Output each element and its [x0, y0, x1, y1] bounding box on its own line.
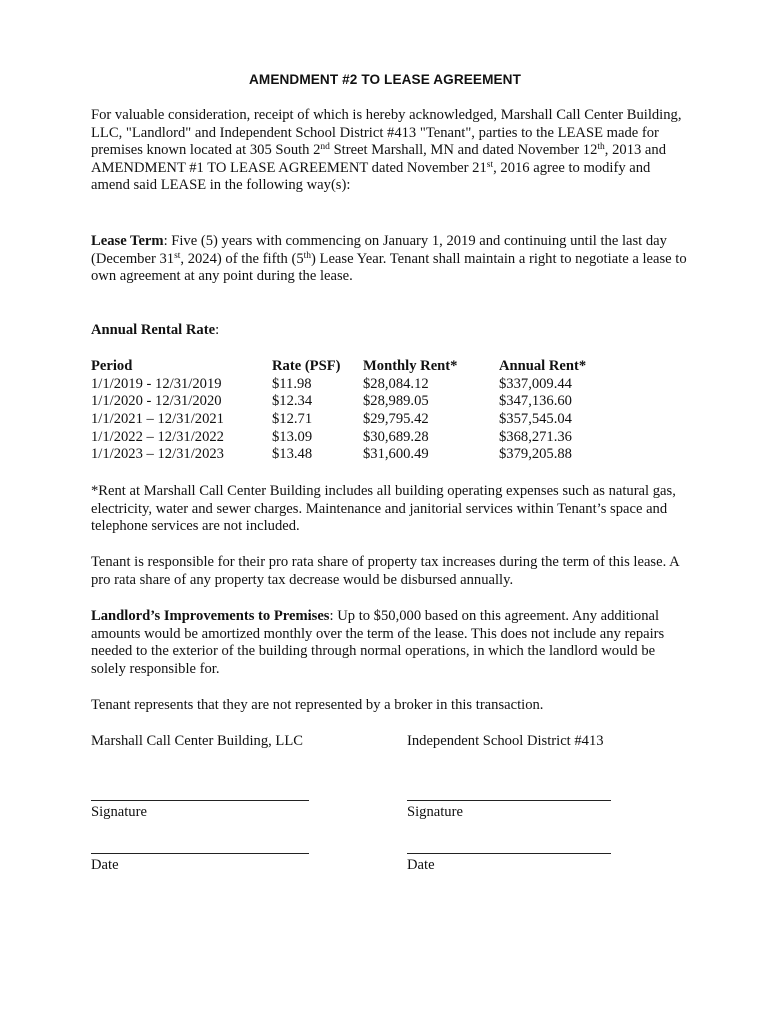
intro-text-1: For valuable consideration, receipt of which is hereby acknowledged, Marshall Call Center Building, LLC, "Landlord" and Independent School District #413 "Tenant", parties to the LEASE made for premises known located at 305 South 2 — [91, 107, 682, 159]
cell-monthly-rent: $28,989.05 — [363, 393, 429, 410]
rental-rate-colon: : — [215, 322, 220, 338]
cell-rate: $12.34 — [272, 393, 313, 410]
rental-rate-heading — [91, 322, 691, 340]
table-row — [91, 446, 651, 464]
document-title: AMENDMENT #2 TO LEASE AGREEMENT — [249, 72, 521, 87]
landlord-signature-label: Signature — [91, 804, 147, 820]
table-row — [91, 411, 651, 429]
cell-monthly-rent: $29,795.42 — [363, 411, 429, 428]
header-monthly-rent: Monthly Rent* — [363, 358, 458, 374]
landlord-date-label: Date — [91, 857, 119, 873]
cell-monthly-rent: $30,689.28 — [363, 428, 429, 445]
tenant-signature-line[interactable] — [407, 800, 611, 801]
improvements-label: Landlord’s Improvements to Premises — [91, 608, 330, 624]
intro-text-4: , 2016 agree to modify and amend said LEASE in the following way(s): — [91, 159, 651, 194]
header-period: Period — [91, 358, 133, 374]
table-row — [91, 429, 651, 447]
intro-sup-2: th — [597, 142, 605, 153]
tenant-party-name: Independent School District #413 — [407, 733, 604, 749]
tenant-date-line[interactable] — [407, 853, 611, 854]
cell-annual-rent: $379,205.88 — [499, 446, 572, 463]
lease-term-text-1: : Five (5) years with commencing on January 1, 2019 and continuing until the last day (December 31 — [91, 233, 667, 267]
rental-table-header — [91, 358, 651, 376]
cell-period: 1/1/2021 – 12/31/2021 — [91, 411, 224, 428]
rental-rate-label: Annual Rental Rate — [91, 322, 216, 338]
table-row — [91, 376, 651, 394]
cell-rate: $13.48 — [272, 446, 313, 463]
cell-rate: $12.71 — [272, 411, 313, 428]
cell-period: 1/1/2023 – 12/31/2023 — [91, 446, 224, 463]
intro-sup-3: st — [486, 159, 494, 170]
landlord-signature-line[interactable] — [91, 800, 309, 801]
table-row — [91, 393, 651, 411]
tenant-date-label: Date — [407, 857, 435, 873]
intro-paragraph — [91, 107, 691, 195]
header-rate: Rate (PSF) — [272, 358, 341, 374]
tenant-signature-label: Signature — [407, 804, 463, 820]
landlord-date-line[interactable] — [91, 853, 309, 854]
improvements-paragraph — [91, 608, 691, 678]
cell-annual-rent: $337,009.44 — [499, 375, 572, 392]
lease-term-paragraph — [91, 233, 691, 286]
cell-annual-rent: $368,271.36 — [499, 428, 572, 445]
lease-term-sup-2: th — [303, 250, 312, 261]
lease-term-text-3: ) Lease Year. Tenant shall maintain a right to negotiate a lease to own agreement at any point during the lease. — [91, 250, 687, 285]
cell-period: 1/1/2019 - 12/31/2019 — [91, 375, 222, 392]
header-annual-rent: Annual Rent* — [499, 358, 587, 374]
intro-sup-1: nd — [320, 142, 330, 153]
cell-rate: $13.09 — [272, 428, 313, 445]
tax-note-paragraph: Tenant is responsible for their pro rata share of property tax increases during the term of this lease. A pro rata share of any property tax decrease would be disbursed annually. — [91, 554, 679, 588]
cell-annual-rent: $357,545.04 — [499, 411, 572, 428]
rental-table — [91, 358, 651, 464]
cell-monthly-rent: $28,084.12 — [363, 375, 429, 392]
cell-rate: $11.98 — [272, 375, 312, 392]
intro-text-3: , 2013 and AMENDMENT #1 TO LEASE AGREEMENT dated November 21 — [91, 142, 667, 176]
broker-note-paragraph: Tenant represents that they are not represented by a broker in this transaction. — [91, 697, 544, 713]
cell-monthly-rent: $31,600.49 — [363, 446, 429, 463]
lease-term-label: Lease Term — [91, 233, 164, 249]
improvements-text: : Up to $50,000 based on this agreement. Any additional amounts would be amortized monthly over the term of the lease. This does not include any repairs needed to the exterior of the building through normal operations, in which the landlord would be solely responsible for. — [91, 608, 665, 677]
landlord-party-name: Marshall Call Center Building, LLC — [91, 733, 303, 749]
cell-period: 1/1/2022 – 12/31/2022 — [91, 428, 224, 445]
cell-period: 1/1/2020 - 12/31/2020 — [91, 393, 222, 410]
cell-annual-rent: $347,136.60 — [499, 393, 572, 410]
lease-term-text-2: , 2024) of the fifth (5 — [180, 250, 304, 267]
rent-note-paragraph: *Rent at Marshall Call Center Building includes all building operating expenses such as natural gas, electricity, water and sewer charges. Maintenance and janitorial services within Tenant’s space and telephone services are not included. — [91, 483, 676, 535]
intro-text-2: Street Marshall, MN and dated November 12 — [329, 142, 598, 159]
lease-term-sup-1: st — [174, 250, 181, 261]
